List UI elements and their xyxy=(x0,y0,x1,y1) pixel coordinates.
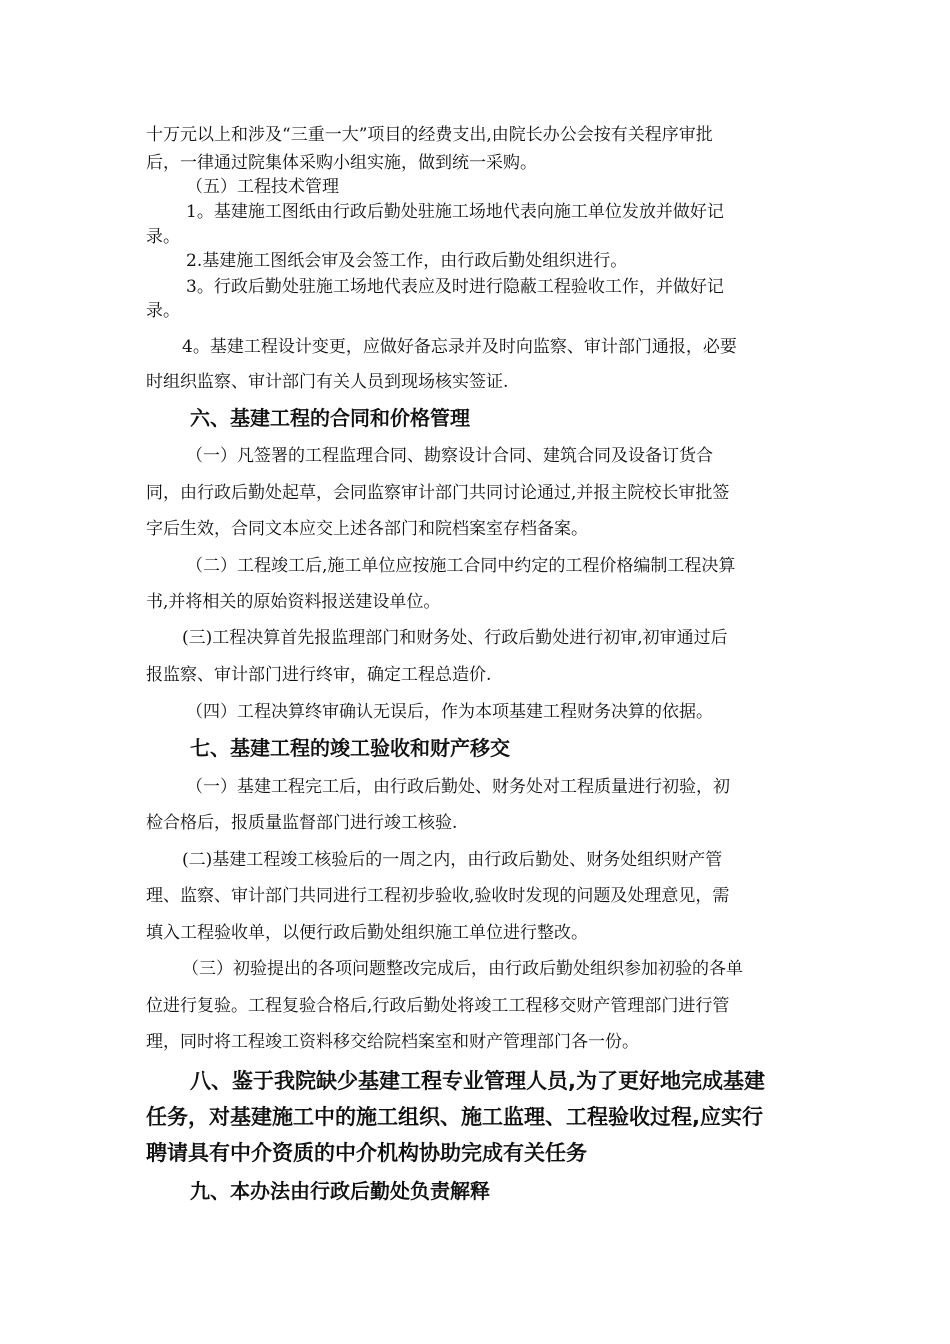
paragraph-line: （二）工程竣工后,施工单位应按施工合同中约定的工程价格编制工程决算 xyxy=(186,556,736,576)
section-heading-9: 九、本办法由行政后勤处负责解释 xyxy=(190,1179,490,1203)
paragraph-line: 录。 xyxy=(146,227,180,247)
paragraph-line: 书,并将相关的原始资料报送建设单位。 xyxy=(146,592,441,612)
paragraph-line: 字后生效，合同文本应交上述各部门和院档案室存档备案。 xyxy=(146,519,588,539)
paragraph-line: (二)基建工程竣工核验后的一周之内，由行政后勤处、财务处组织财产管 xyxy=(182,850,723,870)
paragraph-line: 1。基建施工图纸由行政后勤处驻施工场地代表向施工单位发放并做好记 xyxy=(186,202,724,222)
paragraph-line: 填入工程验收单，以便行政后勤处组织施工单位进行整改。 xyxy=(146,923,588,943)
paragraph-line: （一）基建工程完工后，由行政后勤处、财务处对工程质量进行初验，初 xyxy=(186,777,730,797)
section-heading-8-cont: 任务，对基建施工中的施工组织、施工监理、工程验收过程,应实行 xyxy=(146,1105,763,1129)
section-heading-8: 八、鉴于我院缺少基建工程专业管理人员,为了更好地完成基建 xyxy=(190,1069,765,1093)
paragraph-line: 后，一律通过院集体采购小组实施，做到统一采购。 xyxy=(146,153,537,173)
paragraph-line: 3。行政后勤处驻施工场地代表应及时进行隐蔽工程验收工作，并做好记 xyxy=(186,277,724,297)
paragraph-line: 检合格后，报质量监督部门进行竣工核验. xyxy=(146,813,458,833)
section-heading-6: 六、基建工程的合同和价格管理 xyxy=(190,406,470,430)
subsection-heading: （五）工程技术管理 xyxy=(186,177,339,197)
paragraph-line: 同，由行政后勤处起草，会同监察审计部门共同讨论通过,并报主院校长审批签 xyxy=(146,483,730,503)
section-heading-7: 七、基建工程的竣工验收和财产移交 xyxy=(190,736,510,760)
paragraph-line: (三)工程决算首先报监理部门和财务处、行政后勤处进行初审,初审通过后 xyxy=(182,628,728,648)
section-heading-8-cont: 聘请具有中介资质的中介机构协助完成有关任务 xyxy=(146,1141,587,1165)
paragraph-line: （四）工程决算终审确认无误后，作为本项基建工程财务决算的依据。 xyxy=(186,702,713,722)
paragraph-line: （一）凡签署的工程监理合同、勘察设计合同、建筑合同及设备订货合 xyxy=(186,446,713,466)
paragraph-line: 2.基建施工图纸会审及会签工作，由行政后勤处组织进行。 xyxy=(186,251,628,271)
paragraph-line: 十万元以上和涉及“三重一大”项目的经费支出,由院长办公会按有关程序审批 xyxy=(146,125,713,145)
paragraph-line: 录。 xyxy=(146,301,180,321)
paragraph-line: 报监察、审计部门进行终审，确定工程总造价. xyxy=(146,665,492,685)
paragraph-line: 位进行复验。工程复验合格后,行政后勤处将竣工工程移交财产管理部门进行管 xyxy=(146,996,730,1016)
paragraph-line: 4。基建工程设计变更，应做好备忘录并及时向监察、审计部门通报，必要 xyxy=(182,337,737,357)
paragraph-line: （三）初验提出的各项问题整改完成后，由行政后勤处组织参加初验的各单 xyxy=(182,959,743,979)
paragraph-line: 时组织监察、审计部门有关人员到现场核实签证. xyxy=(146,372,509,392)
paragraph-line: 理，同时将工程竣工资料移交给院档案室和财产管理部门各一份。 xyxy=(146,1032,639,1052)
paragraph-line: 理、监察、审计部门共同进行工程初步验收,验收时发现的问题及处理意见，需 xyxy=(146,886,730,906)
